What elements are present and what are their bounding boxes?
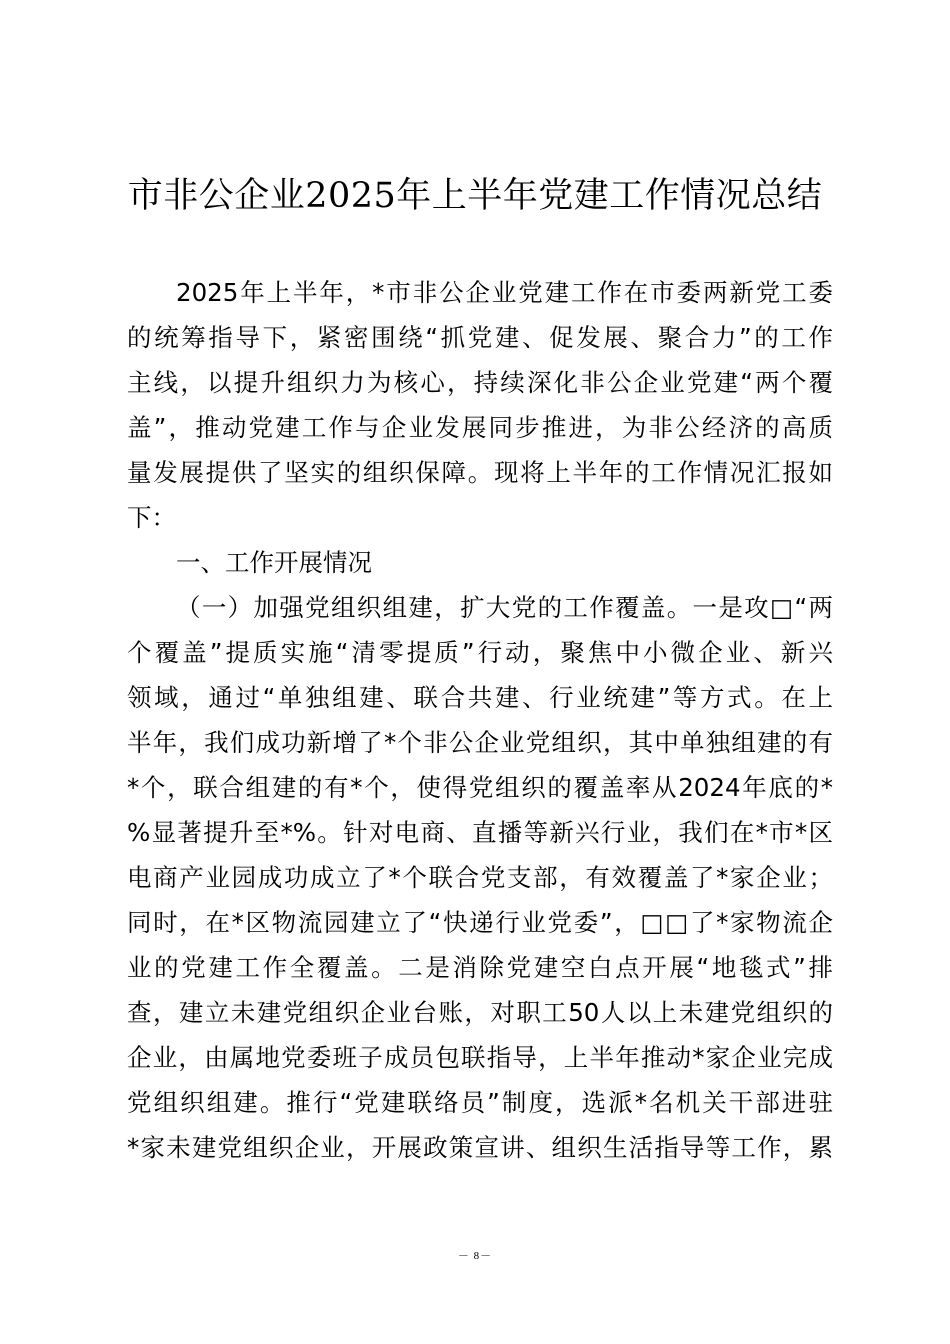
body-line: 量发展提供了坚实的组织保障。现将上半年的工作情况汇报如 [127, 458, 833, 487]
section-heading: 一、工作开展情况 [176, 548, 372, 577]
body-line: 领域，通过“单独组建、联合共建、行业统建”等方式。在上 [127, 683, 833, 712]
body-line: （一）加强党组织组建，扩大党的工作覆盖。一是攻□“两 [176, 593, 833, 622]
body-line: 下： [127, 503, 176, 532]
document-title: 市非公企业2025年上半年党建工作情况总结 [127, 176, 823, 216]
body-line: 2025年上半年，*市非公企业党建工作在市委两新党工委 [176, 278, 833, 307]
body-line: *个，联合组建的有*个，使得党组织的覆盖率从2024年底的* [127, 773, 833, 802]
body-line: 半年，我们成功新增了*个非公企业党组织，其中单独组建的有 [127, 728, 833, 757]
body-line: 同时，在*区物流园建立了“快递行业党委”，□□了*家物流企 [127, 908, 833, 937]
body-line: 业的党建工作全覆盖。二是消除党建空白点开展“地毯式”排 [127, 953, 833, 982]
body-line: 企业，由属地党委班子成员包联指导，上半年推动*家企业完成 [127, 1043, 833, 1072]
body-line: 盖”，推动党建工作与企业发展同步推进，为非公经济的高质 [127, 413, 833, 442]
body-line: 查，建立未建党组织企业台账，对职工50人以上未建党组织的 [127, 998, 833, 1027]
document-body [127, 270, 833, 1170]
body-line: 电商产业园成功成立了*个联合党支部，有效覆盖了*家企业； [127, 863, 833, 892]
body-line: 的统筹指导下，紧密围绕“抓党建、促发展、聚合力”的工作 [127, 323, 833, 352]
body-line: %显著提升至*%。针对电商、直播等新兴行业，我们在*市*区 [127, 818, 833, 847]
body-line: 个覆盖”提质实施“清零提质”行动，聚焦中小微企业、新兴 [127, 638, 833, 667]
body-line: 主线，以提升组织力为核心，持续深化非公企业党建“两个覆 [127, 368, 833, 397]
body-line: *家未建党组织企业，开展政策宣讲、组织生活指导等工作，累 [127, 1133, 833, 1162]
page-number: － 8－ [457, 1250, 493, 1262]
body-line: 党组织组建。推行“党建联络员”制度，选派*名机关干部进驻 [127, 1088, 833, 1117]
